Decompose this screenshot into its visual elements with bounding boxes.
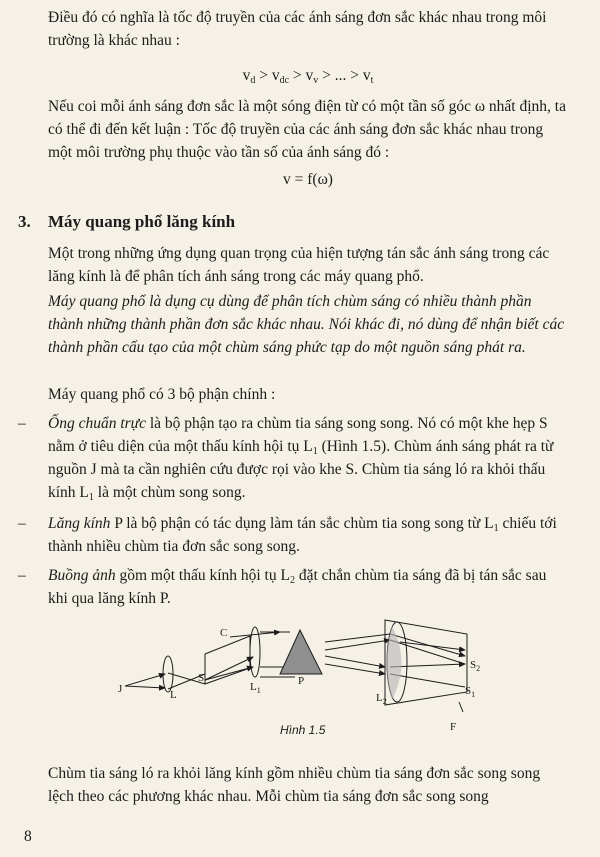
page-number: 8 — [24, 828, 32, 845]
label-j: J — [118, 683, 123, 695]
bullet-dash-3: – — [18, 567, 26, 584]
label-l1: $L_1$ — [250, 681, 261, 695]
list-item-collimator: Ống chuẩn trực là bộ phận tạo ra chùm tia sáng song song. Nó có một khe hẹp S nằm ở tiêu diện của một thấu kính hội tụ $L_1$ (Hình 1.5). Chùm ánh sáng phát ra từ nguồn J mà ta cần nghiên cứu được rọi vào khe S. Chùm tia sáng ló ra khỏi thấu kính $L_1$ là một chùm song song. — [48, 415, 554, 503]
list-item-prism: Lăng kính P là bộ phận có tác dụng làm tán sắc chùm tia song song từ $L_1$ chiếu tới thành nhiều chùm tia đơn sắc song song. — [48, 515, 557, 555]
paragraph-2: Nếu coi mỗi ánh sáng đơn sắc là một sóng điện từ có một tần số góc ω nhất định, ta có thể đi đến kết luận : Tốc độ truyền của các ánh sáng đơn sắc khác nhau trong một môi trường phụ thuộc vào tần số của ánh sáng đó : — [48, 98, 566, 161]
equation-speed-order: $v_d > v_{dc} > v_v$ > ... > $v_t$ — [242, 67, 374, 86]
paragraph-3: Một trong những ứng dụng quan trọng của hiện tượng tán sắc ánh sáng trong các lăng kính là để phân tích ánh sáng trong các máy quang phổ. — [48, 245, 550, 285]
bullet-dash-1: – — [18, 415, 26, 432]
section-title: Máy quang phổ lăng kính — [48, 212, 236, 231]
section-heading — [0, 210, 580, 233]
figure-caption: Hình 1.5 — [280, 723, 326, 737]
spectrometer-diagram — [110, 612, 510, 757]
paragraph-6: Chùm tia sáng ló ra khỏi lăng kính gồm nhiều chùm tia sáng đơn sắc song song lệch theo các phương khác nhau. Mỗi chùm tia sáng đơn sắc song song — [48, 765, 541, 805]
equation-v-f-omega: v = f(ω) — [283, 171, 333, 188]
label-p: P — [298, 675, 305, 687]
paragraph-main-parts: Máy quang phổ có 3 bộ phận chính : — [48, 386, 276, 403]
label-f: F — [450, 721, 457, 733]
label-s2: $S_2$ — [470, 659, 481, 673]
bullet-dash-2: – — [18, 515, 26, 532]
paragraph-1: Điều đó có nghĩa là tốc độ truyền của các ánh sáng đơn sắc khác nhau trong môi trường là khác nhau : — [48, 9, 547, 49]
label-s1: $S_1$ — [465, 685, 476, 699]
list-item-camera: Buồng ảnh gồm một thấu kính hội tụ $L_2$ đặt chắn chùm tia sáng đã bị tán sắc sau khi qua lăng kính P. — [48, 567, 547, 607]
label-l2: $L_2$ — [376, 692, 387, 706]
prism-p — [280, 630, 322, 674]
label-s: S — [198, 672, 205, 684]
paragraph-definition: Máy quang phổ là dụng cụ dùng để phân tích chùm sáng có nhiều thành phần thành những thành phần đơn sắc khác nhau. Nói khác đi, nó dùng để nhận biết các thành phần cấu tạo của một chùm sáng phức tạp do một nguồn sáng phát ra. — [48, 293, 565, 356]
label-c: C — [220, 627, 228, 639]
section-number: 3. — [18, 212, 31, 231]
label-l: L — [170, 689, 177, 701]
